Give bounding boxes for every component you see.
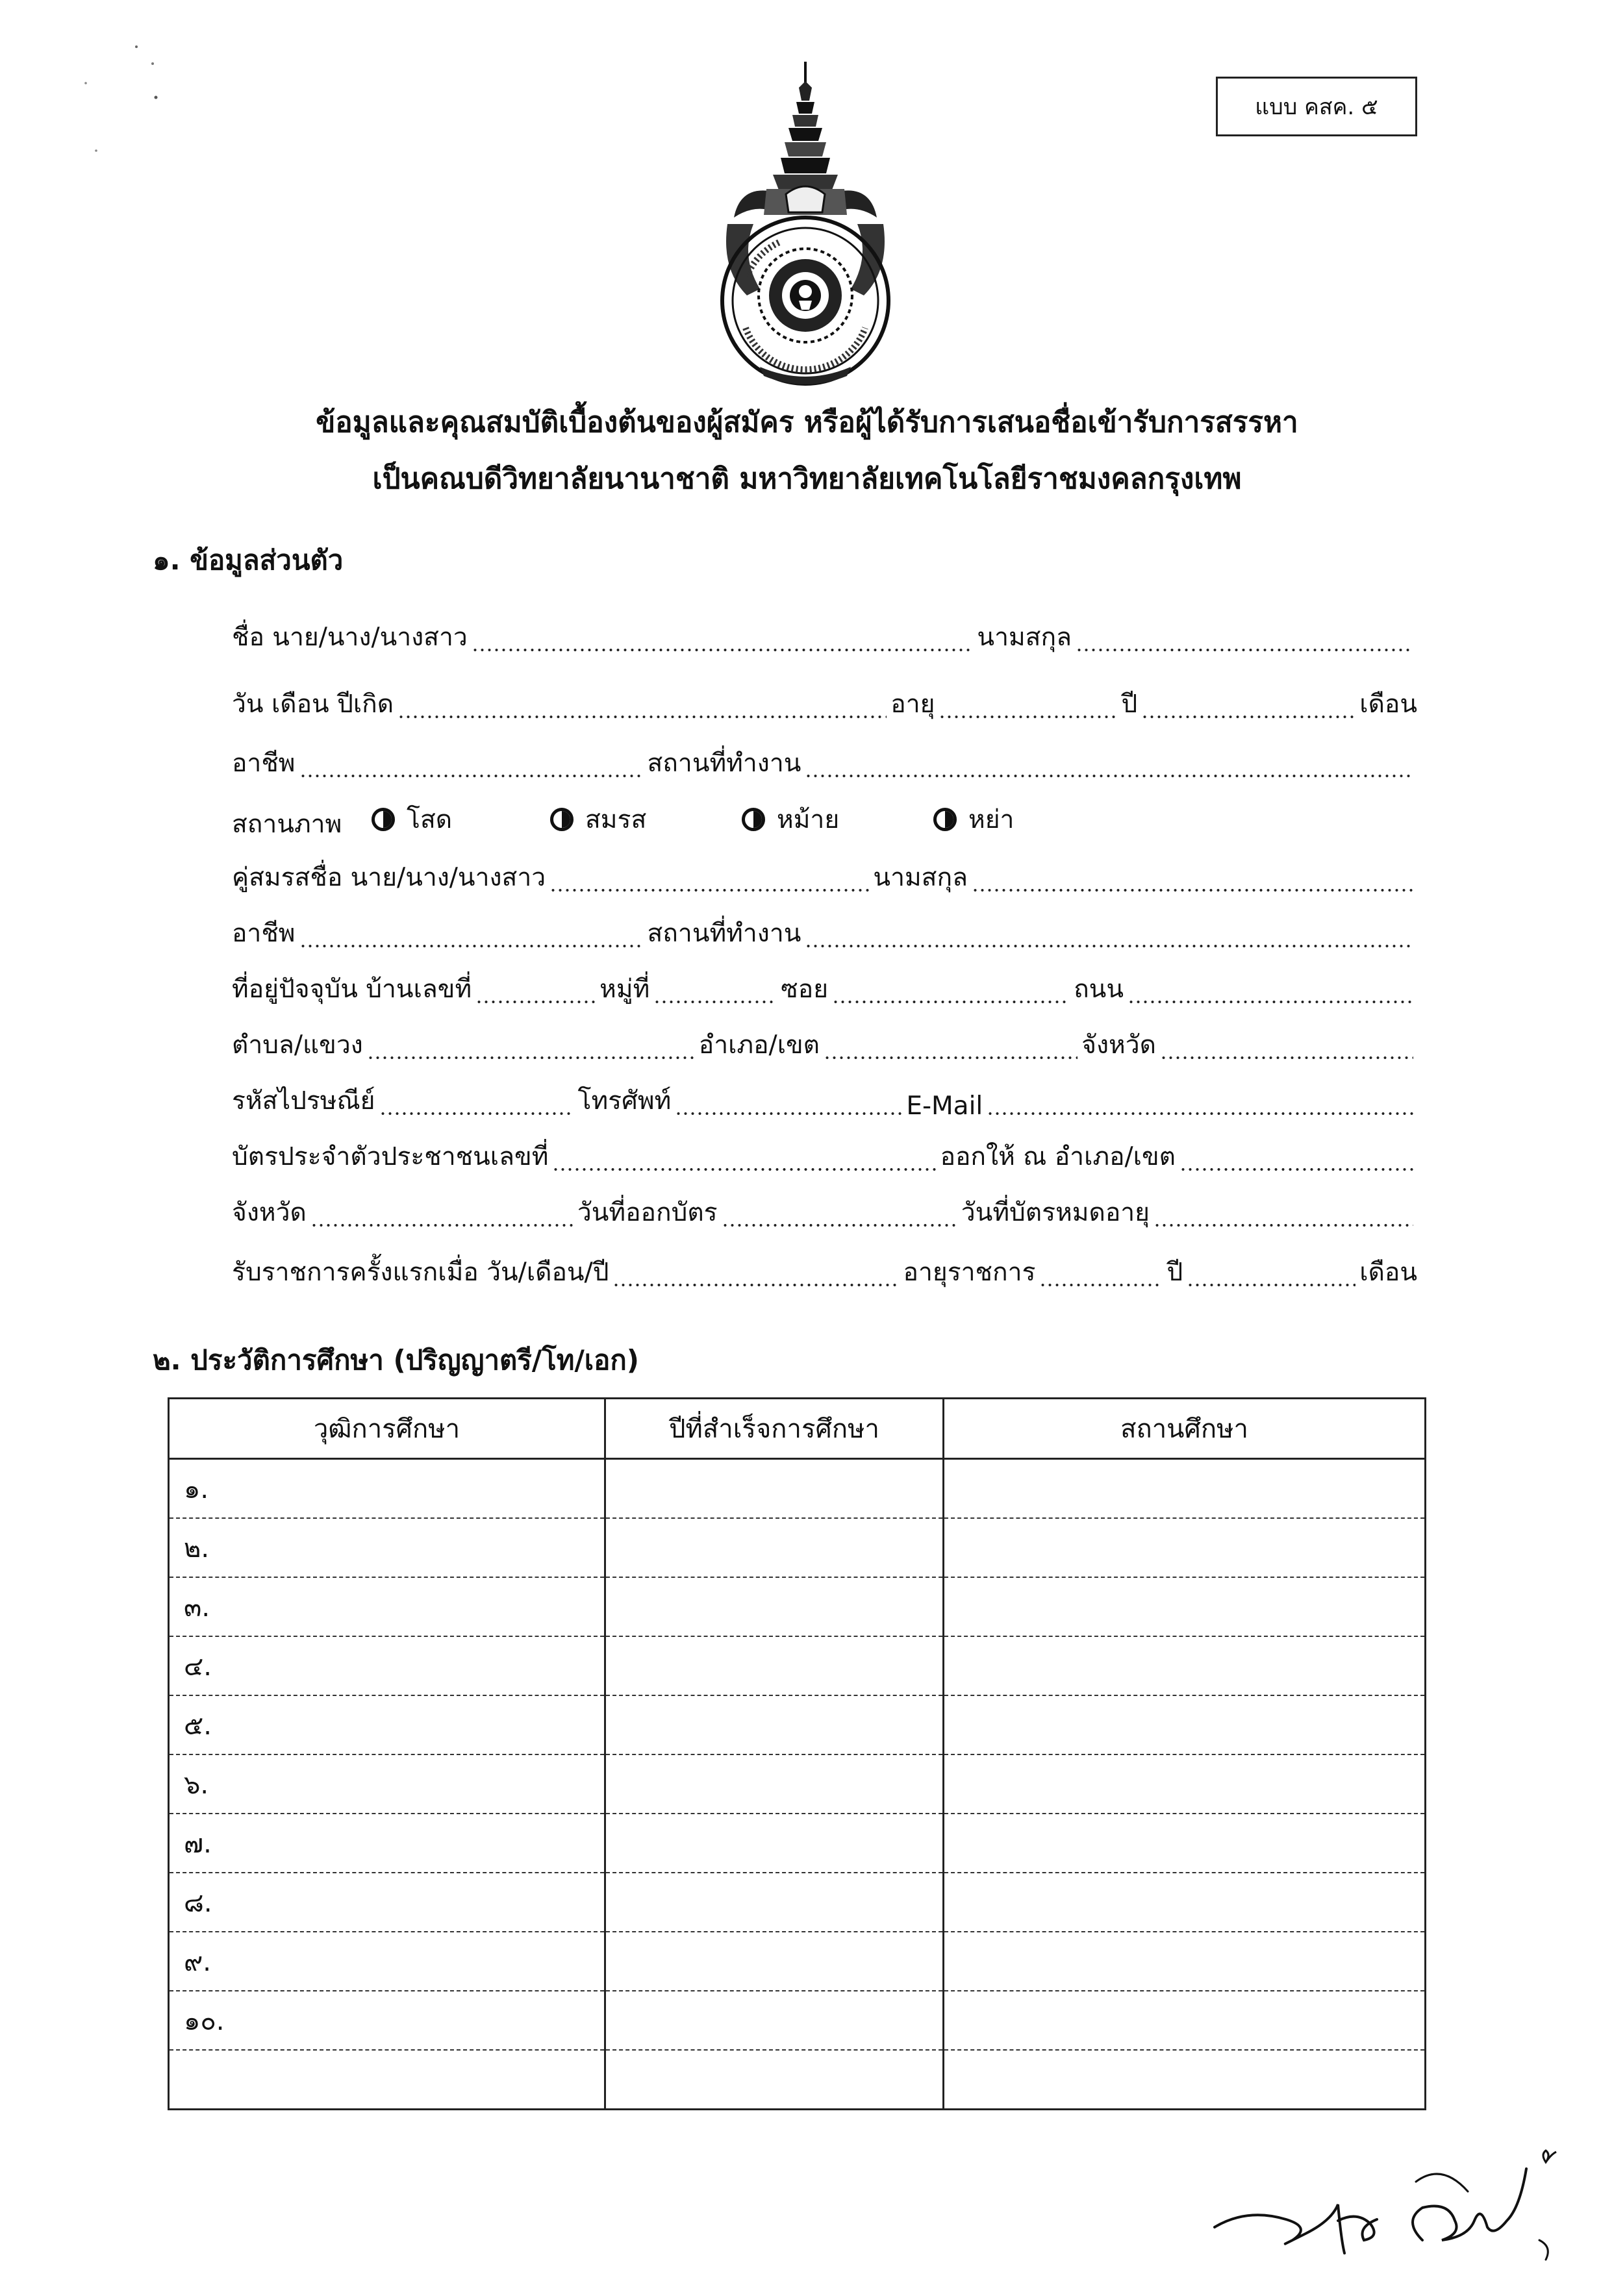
table-row <box>169 1636 1426 1695</box>
spouse-occupation-field[interactable] <box>299 925 644 948</box>
scan-specks <box>65 32 195 162</box>
month-label: เดือน <box>1359 690 1417 719</box>
surname-field[interactable] <box>1076 629 1413 652</box>
spouse-name-label: คู่สมรสชื่อ นาย/นาง/นางสาว <box>232 863 546 892</box>
road-field[interactable] <box>1128 980 1413 1004</box>
radio-icon[interactable] <box>550 808 574 831</box>
spouse-name-field[interactable] <box>549 869 869 892</box>
status-option-label: สมรส <box>585 805 647 834</box>
table-row <box>169 1754 1426 1814</box>
expiry-date-label: วันที่บัตรหมดอายุ <box>961 1198 1150 1227</box>
institution-cell[interactable] <box>944 1814 1426 1873</box>
education-table <box>168 1397 1426 2110</box>
occupation-row <box>232 744 1417 783</box>
graduation-year-cell[interactable] <box>605 1873 944 1932</box>
moo-field[interactable] <box>653 980 777 1004</box>
status-option-married[interactable] <box>550 799 646 840</box>
email-label: E-Mail <box>906 1092 983 1121</box>
table-row <box>169 1518 1426 1577</box>
marital-status-label: สถานภาพ <box>232 810 342 839</box>
service-row <box>232 1253 1417 1292</box>
occupation-label: อาชีพ <box>232 749 296 778</box>
spouse-surname-label: นามสกุล <box>873 863 968 892</box>
row-number[interactable]: ๓. <box>169 1577 605 1636</box>
expiry-date-field[interactable] <box>1154 1204 1413 1227</box>
document-title-line-1: ข้อมูลและคุณสมบัติเบื้องต้นของผู้สมัคร หรือผู้ได้รับการเสนอชื่อเข้ารับการสรรหา <box>316 406 1298 439</box>
surname-label: นามสกุล <box>977 623 1072 652</box>
subdistrict-label: ตำบล/แขวง <box>232 1030 363 1060</box>
institution-cell[interactable] <box>944 1459 1426 1519</box>
spouse-workplace-field[interactable] <box>805 925 1413 948</box>
graduation-year-cell[interactable] <box>605 1754 944 1814</box>
occupation-field[interactable] <box>299 755 644 778</box>
service-month-label: เดือน <box>1359 1258 1417 1287</box>
row-number[interactable]: ๒. <box>169 1518 605 1577</box>
soi-label: ซอย <box>781 975 829 1004</box>
name-field[interactable] <box>472 629 974 652</box>
status-option-label: โสด <box>407 805 453 834</box>
service-years-field[interactable] <box>1039 1264 1163 1287</box>
contact-row <box>232 1082 1417 1121</box>
graduation-year-cell[interactable] <box>605 1991 944 2050</box>
institution-cell[interactable] <box>944 1695 1426 1754</box>
institution-cell[interactable] <box>944 1636 1426 1695</box>
blank-cell[interactable] <box>605 2050 944 2110</box>
status-option-label: หม้าย <box>777 805 840 834</box>
section-1-heading: ๑. ข้อมูลส่วนตัว <box>153 544 344 576</box>
year-label: ปี <box>1121 690 1138 719</box>
institution-cell[interactable] <box>944 1991 1426 2050</box>
table-row <box>169 1873 1426 1932</box>
university-emblem <box>708 62 903 393</box>
table-row <box>169 1932 1426 1991</box>
service-months-field[interactable] <box>1187 1264 1356 1287</box>
row-number[interactable]: ๖. <box>169 1754 605 1814</box>
province-field[interactable] <box>1160 1036 1413 1060</box>
spouse-surname-field[interactable] <box>972 869 1413 892</box>
graduation-year-cell[interactable] <box>605 1695 944 1754</box>
row-number[interactable]: ๙. <box>169 1932 605 1991</box>
table-row-blank <box>169 2050 1426 2110</box>
table-row <box>169 1991 1426 2050</box>
table-row <box>169 1577 1426 1636</box>
row-number[interactable]: ๕. <box>169 1695 605 1754</box>
district-field[interactable] <box>824 1036 1078 1060</box>
column-header-graduation-year: ปีที่สำเร็จการศึกษา <box>605 1399 944 1459</box>
phone-field[interactable] <box>675 1092 902 1116</box>
address-row <box>232 970 1417 1009</box>
phone-label: โทรศัพท์ <box>577 1086 672 1116</box>
institution-cell[interactable] <box>944 1518 1426 1577</box>
district-label: อำเภอ/เขต <box>698 1030 820 1060</box>
graduation-year-cell[interactable] <box>605 1577 944 1636</box>
spouse-row <box>232 858 1417 897</box>
status-option-divorced[interactable] <box>933 799 1014 840</box>
subdistrict-field[interactable] <box>367 1036 695 1060</box>
institution-cell[interactable] <box>944 1932 1426 1991</box>
radio-icon[interactable] <box>372 808 395 831</box>
province-label: จังหวัด <box>1081 1030 1156 1060</box>
email-field[interactable] <box>987 1092 1413 1116</box>
service-start-field[interactable] <box>612 1264 899 1287</box>
institution-cell[interactable] <box>944 1873 1426 1932</box>
status-option-label: หย่า <box>968 805 1015 834</box>
column-header-degree: วุฒิการศึกษา <box>169 1399 605 1459</box>
house-number-label: ที่อยู่ปัจจุบัน บ้านเลขที่ <box>232 975 472 1004</box>
graduation-year-cell[interactable] <box>605 1932 944 1991</box>
service-year-label: ปี <box>1166 1258 1183 1287</box>
spouse-occupation-label: อาชีพ <box>232 919 296 948</box>
table-row <box>169 1459 1426 1519</box>
issue-date-label: วันที่ออกบัตร <box>577 1198 718 1227</box>
issued-at-field[interactable] <box>1179 1148 1413 1171</box>
status-option-widowed[interactable] <box>742 799 839 840</box>
form-code-box: แบบ คสค. ๕ <box>1216 77 1417 136</box>
id-card-row <box>232 1138 1417 1177</box>
row-number[interactable]: ๔. <box>169 1636 605 1695</box>
row-number[interactable]: ๑๐. <box>169 1991 605 2050</box>
spouse-workplace-label: สถานที่ทำงาน <box>647 919 801 948</box>
issue-date-field[interactable] <box>722 1204 957 1227</box>
institution-cell[interactable] <box>944 1754 1426 1814</box>
name-label: ชื่อ นาย/นาง/นางสาว <box>232 623 468 652</box>
institution-cell[interactable] <box>944 1577 1426 1636</box>
table-row <box>169 1695 1426 1754</box>
birth-label: วัน เดือน ปีเกิด <box>232 690 394 719</box>
marital-status-row <box>232 799 1417 840</box>
birth-row <box>232 685 1417 724</box>
birth-field[interactable] <box>397 695 887 719</box>
moo-label: หมู่ที่ <box>599 975 650 1004</box>
workplace-field[interactable] <box>805 755 1413 778</box>
status-option-single[interactable] <box>372 799 452 840</box>
id-dates-row <box>232 1193 1417 1232</box>
service-age-label: อายุราชการ <box>903 1258 1036 1287</box>
subdistrict-row <box>232 1026 1417 1065</box>
service-start-label: รับราชการครั้งแรกเมื่อ วัน/เดือน/ปี <box>232 1258 609 1287</box>
id-province-label: จังหวัด <box>232 1198 307 1227</box>
age-label: อายุ <box>890 690 935 719</box>
blank-cell[interactable] <box>944 2050 1426 2110</box>
table-row <box>169 1814 1426 1873</box>
radio-icon[interactable] <box>933 808 957 831</box>
radio-icon[interactable] <box>742 808 765 831</box>
row-number[interactable]: ๑. <box>169 1459 605 1519</box>
graduation-year-cell[interactable] <box>605 1814 944 1873</box>
row-number[interactable]: ๗. <box>169 1814 605 1873</box>
blank-cell[interactable] <box>169 2050 605 2110</box>
spouse-occupation-row <box>232 914 1417 953</box>
workplace-label: สถานที่ทำงาน <box>647 749 801 778</box>
document-title-line-2: เป็นคณบดีวิทยาลัยนานาชาติ มหาวิทยาลัยเทคโนโลยีราชมงคลกรุงเทพ <box>372 462 1242 495</box>
graduation-year-cell[interactable] <box>605 1636 944 1695</box>
id-province-field[interactable] <box>310 1204 574 1227</box>
graduation-year-cell[interactable] <box>605 1459 944 1519</box>
house-number-field[interactable] <box>475 980 596 1004</box>
row-number[interactable]: ๘. <box>169 1873 605 1932</box>
age-years-field[interactable] <box>939 695 1117 719</box>
postal-code-label: รหัสไปรษณีย์ <box>232 1086 375 1116</box>
name-row <box>232 618 1417 657</box>
issued-at-label: ออกให้ ณ อำเภอ/เขต <box>940 1142 1176 1171</box>
section-2-heading: ๒. ประวัติการศึกษา (ปริญญาตรี/โท/เอก) <box>153 1344 639 1376</box>
soi-field[interactable] <box>832 980 1070 1004</box>
graduation-year-cell[interactable] <box>605 1518 944 1577</box>
column-header-institution: สถานศึกษา <box>944 1399 1426 1459</box>
postal-code-field[interactable] <box>379 1092 574 1116</box>
age-months-field[interactable] <box>1141 695 1356 719</box>
id-card-field[interactable] <box>552 1148 936 1171</box>
handwritten-signature <box>1208 2143 1591 2286</box>
road-label: ถนน <box>1074 975 1124 1004</box>
id-card-label: บัตรประจำตัวประชาชนเลขที่ <box>232 1142 549 1171</box>
